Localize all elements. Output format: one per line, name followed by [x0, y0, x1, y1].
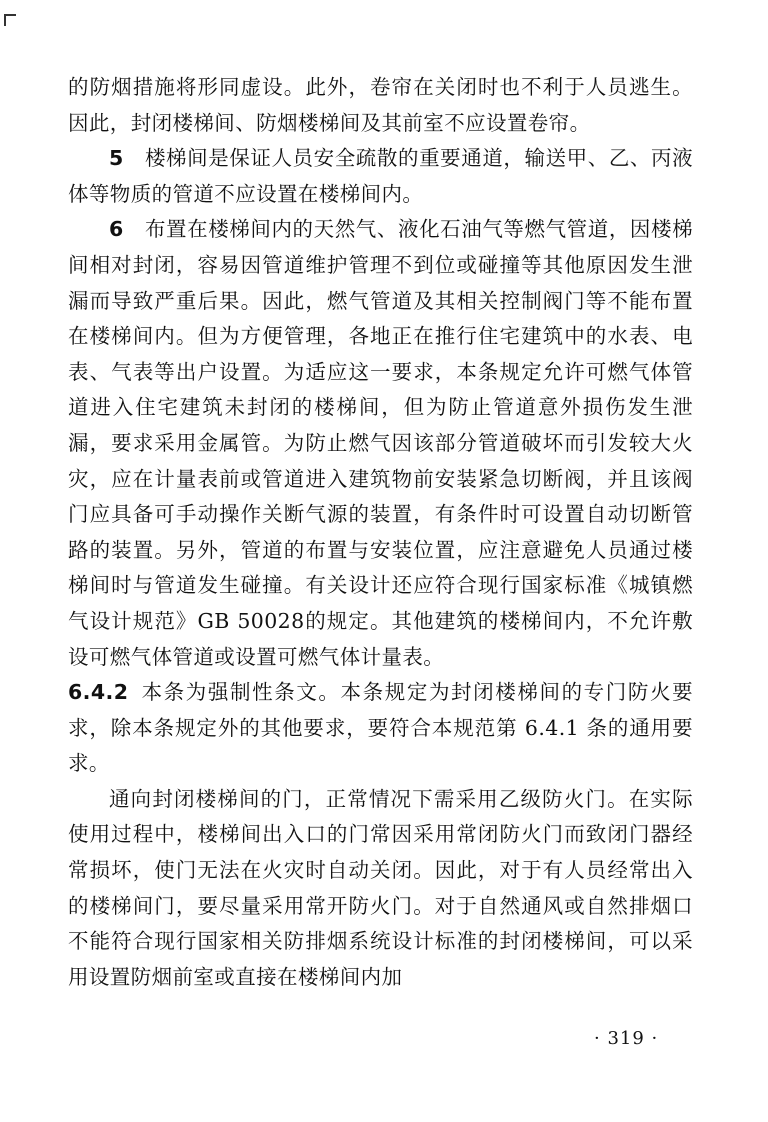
page-number: · 319 ·: [594, 1028, 659, 1049]
section-6-4-2: [68, 675, 693, 782]
item-text-5: 楼梯间是保证人员安全疏散的重要通道，输送甲、乙、丙液体等物质的管道不应设置在楼梯间内。: [68, 146, 693, 206]
clause-item-6: [68, 212, 693, 675]
section-number: 6.4.2: [68, 680, 129, 705]
section-text: 本条为强制性条文。本条规定为封闭楼梯间的专门防火要求，除本条规定外的其他要求，要符合本规范第 6.4.1 条的通用要求。: [68, 680, 693, 776]
paragraph-fire-door: 通向封闭楼梯间的门，正常情况下需采用乙级防火门。在实际使用过程中，楼梯间出入口的门常因采用常闭防火门而致闭门器经常损坏，使门无法在火灾时自动关闭。因此，对于有人员经常出入的楼梯间门，要尽量采用常开防火门。对于自然通风或自然排烟口不能符合现行国家相关防排烟系统设计标准的封闭楼梯间，可以采用设置防烟前室或直接在楼梯间内加: [68, 786, 693, 989]
page-body: [68, 70, 693, 995]
item-text-6: 布置在楼梯间内的天然气、液化石油气等燃气管道，因楼梯间相对封闭，容易因管道维护管理不到位或碰撞等其他原因发生泄漏而导致严重后果。因此，燃气管道及其相关控制阀门等不能布置在楼梯间内。但为方便管理，各地正在推行住宅建筑中的水表、电表、气表等出户设置。为适应这一要求，本条规定允许可燃气体管道进入住宅建筑未封闭的楼梯间，但为防止管道意外损伤发生泄漏，要求采用金属管。为防止燃气因该部分管道破坏而引发较大火灾，应在计量表前或管道进入建筑物前安装紧急切断阀，并且该阀门应具备可手动操作关断气源的装置，有条件时可设置自动切断管路的装置。另外，管道的布置与安装位置，应注意避免人员通过楼梯间时与管道发生碰撞。有关设计还应符合现行国家标准《城镇燃气设计规范》GB 50028的规定。其他建筑的楼梯间内，不允许敷设可燃气体管道或设置可燃气体计量表。: [68, 217, 693, 669]
item-number-6: 6: [109, 217, 124, 242]
paragraph-continuation: 的防烟措施将形同虚设。此外，卷帘在关闭时也不利于人员逃生。因此，封闭楼梯间、防烟楼梯间及其前室不应设置卷帘。: [68, 75, 693, 135]
scan-corner-mark: [4, 14, 16, 26]
item-number-5: 5: [109, 146, 124, 171]
clause-item-5: [68, 141, 693, 212]
